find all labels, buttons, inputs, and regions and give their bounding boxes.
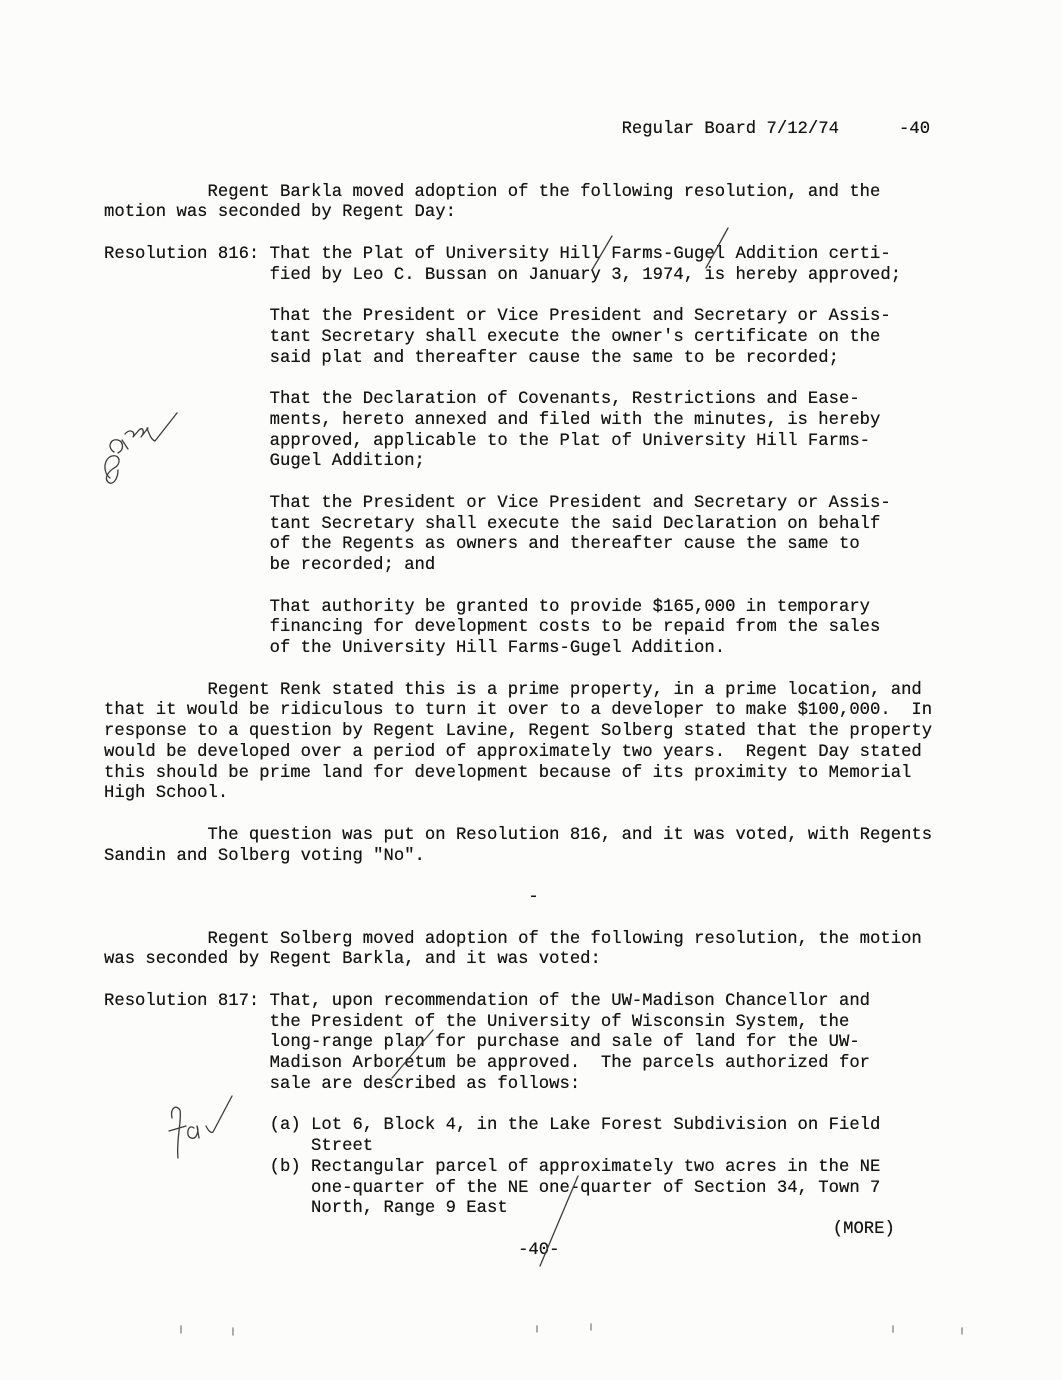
text-line: of the Regents as owners and thereafter cause the same to xyxy=(269,535,860,555)
scan-specks xyxy=(181,1324,962,1335)
text-line: Lot 6, Block 4, in the Lake Forest Subdivision on Field xyxy=(311,1116,881,1136)
resolution-label: Resolution 816: xyxy=(104,244,260,264)
text-line: Rectangular parcel of approximately two acres in the NE xyxy=(311,1157,881,1177)
resolution-clause xyxy=(104,307,1024,369)
text-line: fied by Leo C. Bussan on January 3, 1974, is hereby approved; xyxy=(269,265,902,285)
text-line: said plat and thereafter cause the same to be recorded; xyxy=(269,348,839,368)
resolution-clause xyxy=(104,494,1024,577)
parcel-list xyxy=(104,1116,1024,1220)
text-line: sale are described as follows: xyxy=(269,1074,581,1094)
resolution-label: Resolution 817: xyxy=(104,991,260,1011)
continuation-marker: (MORE) xyxy=(832,1220,895,1240)
text-line: motion was seconded by Regent Day: xyxy=(104,203,456,223)
section-separator: - xyxy=(528,888,539,908)
parcel-marker: (b) xyxy=(269,1157,301,1177)
header-title: Regular Board 7/12/74 xyxy=(621,120,839,140)
text-line: That the President or Vice President and Secretary or Assis- xyxy=(269,307,891,327)
text-line: That authority be granted to provide $165,000 in temporary xyxy=(269,597,871,617)
text-line: that it would be ridiculous to turn it over to a developer to make $100,000. In xyxy=(104,701,933,721)
text-line: That, upon recommendation of the UW-Madison Chancellor and xyxy=(269,991,871,1011)
parcel-item xyxy=(104,1158,1024,1220)
text-line: Gugel Addition; xyxy=(269,452,425,472)
text-line: The question was put on Resolution 816, and it was voted, with Regents xyxy=(207,825,933,845)
motion-paragraph xyxy=(104,183,1024,225)
text-line: the President of the University of Wisconsin System, the xyxy=(269,1012,850,1032)
text-line: Street xyxy=(311,1137,374,1157)
text-line: North, Range 9 East xyxy=(311,1199,508,1219)
typed-text xyxy=(104,120,1024,1261)
text-line: financing for development costs to be repaid from the sales xyxy=(269,618,881,638)
resolution-816 xyxy=(104,245,1024,660)
vote-paragraph xyxy=(104,826,1024,868)
text-line: tant Secretary shall execute the owner's certificate on the xyxy=(269,327,881,347)
text-line: long-range plan for purchase and sale of land for the UW- xyxy=(269,1033,860,1053)
text-line: response to a question by Regent Lavine, Regent Solberg stated that the property xyxy=(104,722,933,742)
text-line: That the President or Vice President and Secretary or Assis- xyxy=(269,493,891,513)
text-line: ments, hereto annexed and filed with the minutes, is hereby xyxy=(269,410,881,430)
text-line: Regent Solberg moved adoption of the following resolution, the motion xyxy=(207,929,922,949)
discussion-paragraph xyxy=(104,681,1024,806)
motion-paragraph xyxy=(104,930,1024,972)
text-line: That the Declaration of Covenants, Restrictions and Ease- xyxy=(269,390,860,410)
page-header xyxy=(104,120,1024,141)
parcel-item xyxy=(104,1116,1024,1158)
text-line: of the University Hill Farms-Gugel Addition. xyxy=(269,639,726,659)
text-line: one-quarter of the NE one-quarter of Section 34, Town 7 xyxy=(311,1178,881,1198)
text-line: approved, applicable to the Plat of University Hill Farms- xyxy=(269,431,871,451)
footer-page-number: -40- xyxy=(518,1240,560,1260)
resolution-clause xyxy=(104,390,1024,473)
text-line: Sandin and Solberg voting "No". xyxy=(104,846,425,866)
header-page-number: -40 xyxy=(899,120,931,140)
text-line: Regent Barkla moved adoption of the following resolution, and the xyxy=(207,182,881,202)
text-line: be recorded; and xyxy=(269,556,436,576)
parcel-marker: (a) xyxy=(269,1116,301,1136)
text-line: tant Secretary shall execute the said Declaration on behalf xyxy=(269,514,881,534)
text-line: Regent Renk stated this is a prime property, in a prime location, and xyxy=(207,680,922,700)
text-line: was seconded by Regent Barkla, and it was voted: xyxy=(104,950,601,970)
resolution-clause xyxy=(104,598,1024,660)
text-line: That the Plat of University Hill Farms-Gugel Addition certi- xyxy=(269,244,891,264)
text-line: Madison Arboretum be approved. The parcels authorized for xyxy=(269,1054,871,1074)
text-line: this should be prime land for development because of its proximity to Memorial xyxy=(104,763,912,783)
text-line: would be developed over a period of approximately two years. Regent Day stated xyxy=(104,742,922,762)
text-line: High School. xyxy=(104,784,229,804)
resolution-817 xyxy=(104,992,1024,1220)
